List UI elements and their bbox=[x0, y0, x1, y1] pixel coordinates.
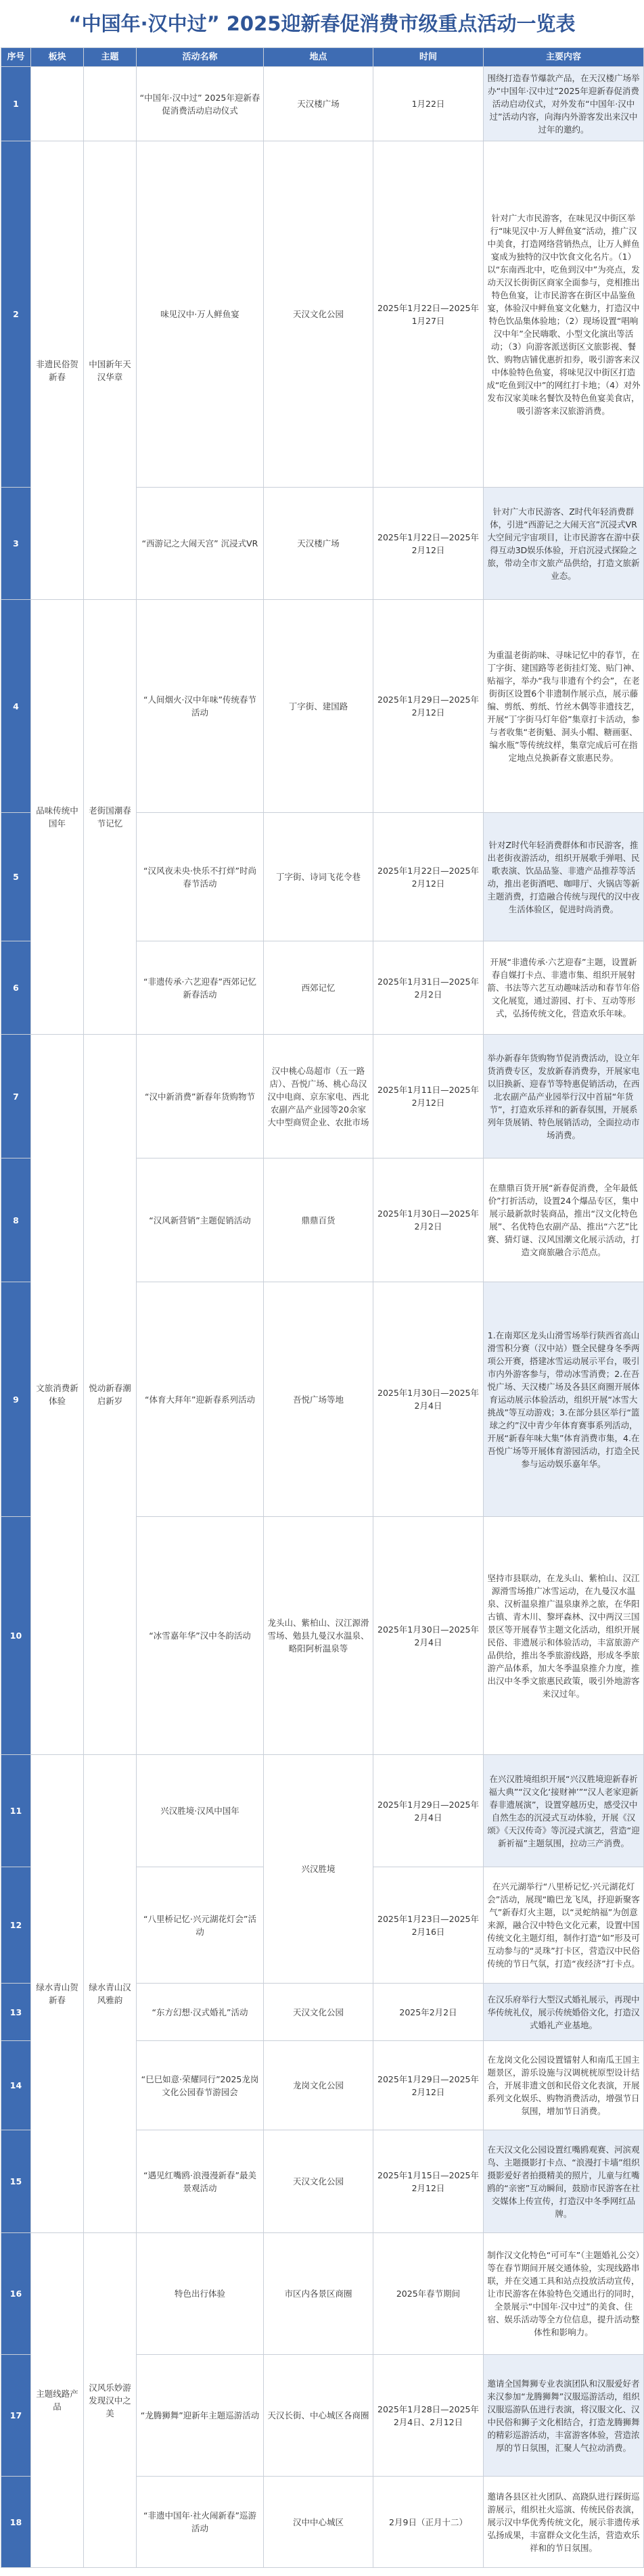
row-activity-name: 兴汉胜境·汉风中国年 bbox=[137, 1755, 264, 1867]
row-place: 汉中桃心岛超市（五一路店）、吾悦广场、桃心岛汉汉中电商、京东家电、西北农副产品产业园等20余家大中型商贸企业、农批市场 bbox=[264, 1035, 373, 1158]
row-description: 开展“非遗传承·六艺迎春”主题，设置新春自媒打卡点、非遗市集、组织开展射箭、书法等六艺互动趣味活动和春节年俗文化展览，通过游园、打卡、互动等形式，弘扬传统文化，营造欢乐年味。 bbox=[484, 941, 644, 1035]
row-place: 汉中中心城区 bbox=[264, 2477, 373, 2568]
row-time: 2025年1月30日—2025年2月4日 bbox=[373, 1517, 484, 1755]
row-place: 天汉长街、中心城区各商圈 bbox=[264, 2355, 373, 2477]
row-index: 12 bbox=[1, 1867, 31, 1984]
row-theme: 中国新年天汉华章 bbox=[84, 141, 137, 600]
row-index: 8 bbox=[1, 1158, 31, 1282]
table-header-row bbox=[1, 48, 644, 67]
row-time: 2025年1月29日—2025年2月12日 bbox=[373, 2041, 484, 2130]
row-description: 在天汉文化公园设置红嘴鸥观赛、河滨观鸟、主题摄影打卡点、“浪漫打卡墙”组织摄影爱好者拍摄精美的照片，儿童与红嘴鸥的“亲密”互动瞬间，鼓励市民游客在社交媒体上传宣传，打造汉中冬季网红品牌。 bbox=[484, 2130, 644, 2233]
table-row bbox=[1, 1035, 644, 1158]
row-place: 丁字街、诗词飞花令巷 bbox=[264, 813, 373, 941]
row-time: 2025年1月30日—2025年2月2日 bbox=[373, 1158, 484, 1282]
document-title: “中国年·汉中过” 2025迎新春促消费市级重点活动一览表 bbox=[68, 12, 576, 35]
row-description: 在鼎鼎百货开展“新春促消费，全年最低价”打折活动，设置24个爆品专区，集中展示最新款时装商品，推出“汉文化特色展”、名优特色农副产品、推出“六艺”比赛、猜灯谜、汉风国潮文化展示活动，打造文商旅融合示范点。 bbox=[484, 1158, 644, 1282]
row-activity-name: “龙腾狮舞”迎新年主题巡游活动 bbox=[137, 2355, 264, 2477]
row-index: 3 bbox=[1, 488, 31, 600]
row-description: 围绕打造春节爆款产品，在天汉楼广场举办“中国年·汉中过”2025年迎新春促消费活动启动仪式，对外发布“中国年·汉中过”活动内容，向海内外游客发出来汉中过年的邀约。 bbox=[484, 67, 644, 141]
table-row bbox=[1, 2233, 644, 2355]
header-time: 时间 bbox=[373, 48, 484, 67]
row-activity-name: “八里桥记忆·兴元湖花灯会”活动 bbox=[137, 1867, 264, 1984]
table-row bbox=[1, 141, 644, 488]
row-description: 在龙岗文化公园设置镭射人和南瓜王国主题景区，游乐设施与汉调桄桄原型设计结合，开展非遗文创和民俗文化表演，开展系列文化娱乐、购物消费活动，增强节日氛围，增加节日消费。 bbox=[484, 2041, 644, 2130]
row-description: 为重温老街韵味、寻味记忆中的春节，在丁字街、建国路等老街挂灯笼、贴门神、贴福字，举办“我与非遗有个约会”，在老街街区设置6个非遗制作展示点，展示藤编、剪纸、剪纸、竹丝木偶等非遗技艺，开展“丁字街马灯年俗”集章打卡活动，参与者收集“老街魁、洞头小帽、糖画驱、编水瓶”等传统纹样，集章完成后可在指定地点兑换新春文旅惠民券。 bbox=[484, 600, 644, 813]
row-section bbox=[31, 67, 84, 141]
row-place: 天汉楼广场 bbox=[264, 488, 373, 600]
row-index: 17 bbox=[1, 2355, 31, 2477]
row-time: 2025年1月22日—2025年2月12日 bbox=[373, 488, 484, 600]
row-place: 天汉文化公园 bbox=[264, 1984, 373, 2041]
row-time: 2025年1月30日—2025年2月4日 bbox=[373, 1282, 484, 1517]
row-activity-name: “西游记之大闹天宫” 沉浸式VR bbox=[137, 488, 264, 600]
header-section: 板块 bbox=[31, 48, 84, 67]
row-theme: 绿水青山汉风雅韵 bbox=[84, 1755, 137, 2233]
row-index: 5 bbox=[1, 813, 31, 941]
row-section: 主题线路产品 bbox=[31, 2233, 84, 2568]
row-description: 针对广大市民游客，在味见汉中街区举行“味见汉中·万人鲜鱼宴”活动，推广汉中美食，打造网络营销热点，让万人鲜鱼宴成为独特的汉中饮食文化名片。（1）以“东南西北中，吃鱼到汉中”为亮点，发动天汉长街街区商家全面参与，竞相推出特色鱼宴，让市民游客在街区中品鉴鱼宴，体验汉中鲜鱼宴文化魅力，打造汉中特色饮品集体验地；（2）现场设置“唱响汉中年”全民嗨歌、小型文化演出等活动；（3）向游客派送街区文旅影视、餐饮、购物店铺优惠折扣券，吸引游客来汉中体验特色鱼宴，将味见汉中街区打造成“吃鱼到汉中”的网红打卡地；（4）对外发布汉家美味名餐饮及特色鱼宴美食店，吸引游客来汉旅游消费。 bbox=[484, 141, 644, 488]
row-time: 2025年1月28日—2025年2月4日、2月12日 bbox=[373, 2355, 484, 2477]
row-time: 2月9日（正月十二） bbox=[373, 2477, 484, 2568]
row-time: 2025年1月15日—2025年2月12日 bbox=[373, 2130, 484, 2233]
row-index: 15 bbox=[1, 2130, 31, 2233]
row-place: 龙头山、紫柏山、汉江源滑雪场、勉县九曼汉水温泉、略阳阿析温泉等 bbox=[264, 1517, 373, 1755]
header-name: 活动名称 bbox=[137, 48, 264, 67]
row-description: 在汉乐府举行大型汉式婚礼展示，再现中华传统礼仪，展示传统婚俗文化，打造汉式婚礼产业基地。 bbox=[484, 1984, 644, 2041]
row-place: 龙岗文化公园 bbox=[264, 2041, 373, 2130]
row-time: 2025年1月11日—2025年2月12日 bbox=[373, 1035, 484, 1158]
table-row bbox=[1, 67, 644, 141]
header-place: 地点 bbox=[264, 48, 373, 67]
row-activity-name: “遇见红嘴鸥·浪漫漫新春”最美景观活动 bbox=[137, 2130, 264, 2233]
row-index: 4 bbox=[1, 600, 31, 813]
row-theme bbox=[84, 67, 137, 141]
row-index: 14 bbox=[1, 2041, 31, 2130]
row-time: 2025年1月29日—2025年2月4日 bbox=[373, 1755, 484, 1867]
header-index: 序号 bbox=[1, 48, 31, 67]
row-activity-name: “非遗中国年·社火闹新春”巡游活动 bbox=[137, 2477, 264, 2568]
row-description: 在兴汉胜境组织开展“兴汉胜境迎新春祈福大典”“汉文化‘接财神’”“汉人老家迎新春非遗展演”，设置穿越历史，感受汉中自然生态的沉浸式互动体验，开展《汉颂》《天汉传奇》等沉浸式演艺，营造“迎新祈福”主题氛围，拉动三产消费。 bbox=[484, 1755, 644, 1867]
row-description: 邀请各县区社火团队、高跷队进行踩街巡游展示，组织社火巡演、传统民俗表演，展示汉中华优秀传统文化，展示非遗传承弘扬成果，丰富群众文化生活，营造欢乐祥和的节日氛围。 bbox=[484, 2477, 644, 2568]
row-place: 鼎鼎百货 bbox=[264, 1158, 373, 1282]
row-time: 2025年1月31日—2025年2月2日 bbox=[373, 941, 484, 1035]
row-activity-name: “人间烟火·汉中年味”传统春节活动 bbox=[137, 600, 264, 813]
header-desc: 主要内容 bbox=[484, 48, 644, 67]
row-time: 2025年1月22日—2025年1月27日 bbox=[373, 141, 484, 488]
row-theme: 汉风乐妙游发现汉中之美 bbox=[84, 2233, 137, 2568]
row-description: 1.在南郑区龙头山滑雪场举行陕西省高山滑雪积分赛（汉中站）暨全民健身冬季两项公开赛，搭建冰雪运动展示平台，吸引市内外游客参与，带动冰雪消费；2.在吾悦广场、天汉楼广场及各县区商圈开展体育运动展示体验活动，组织开展“冰雪大挑战”等互动游戏；3.在部分县区举行“篮球之约”汉中青少年体育赛事系列活动，开展“新春年味大集”体育消费市集，4.在吾悦广场等开展体育游园活动，打造全民参与运动娱乐嘉年华。 bbox=[484, 1282, 644, 1517]
row-activity-name: 特色出行体验 bbox=[137, 2233, 264, 2355]
row-index: 10 bbox=[1, 1517, 31, 1755]
row-place: 天汉文化公园 bbox=[264, 141, 373, 488]
row-time: 2025年1月23日—2025年2月16日 bbox=[373, 1867, 484, 1984]
table-row bbox=[1, 1755, 644, 1867]
row-index: 7 bbox=[1, 1035, 31, 1158]
row-section: 绿水青山贺新春 bbox=[31, 1755, 84, 2233]
row-description: 坚持市县联动，在龙头山、紫柏山、汉江源滑雪场推广冰雪运动，在九曼汉水温泉、汉析温泉推广温泉康养之旅，在华阳古镇、青木川、黎坪森林、汉中两汉三国景区等开展春节主题文化活动，组织开展民俗、非遗展示和体验活动，丰富旅游产品供给，推出冬季旅游线路，形成冬季旅游产品体系，加大冬季温泉推介力度，推出汉中冬季文旅惠民政策，吸引外地游客来汉过年。 bbox=[484, 1517, 644, 1755]
row-activity-name: “汉中新消费”新春年货购物节 bbox=[137, 1035, 264, 1158]
row-description: 举办新春年货购物节促消费活动，设立年货消费专区，发放新春消费券，开展家电以旧换新、迎春节等特惠促销活动，在西北农副产品产业园举行汉中首届“年货节”，打造欢乐祥和的新春氛围，开展系列年货展销、特色展销活动，全面拉动市场消费。 bbox=[484, 1035, 644, 1158]
row-index: 18 bbox=[1, 2477, 31, 2568]
row-activity-name: “汉风新营销”主题促销活动 bbox=[137, 1158, 264, 1282]
row-place: 西郊记忆 bbox=[264, 941, 373, 1035]
row-activity-name: “东方幻想·汉式婚礼”活动 bbox=[137, 1984, 264, 2041]
activity-table bbox=[1, 47, 644, 2568]
row-section: 文旅消费新体验 bbox=[31, 1035, 84, 1755]
row-place: 天汉楼广场 bbox=[264, 67, 373, 141]
row-activity-name: “冰雪嘉年华”汉中冬韵活动 bbox=[137, 1517, 264, 1755]
row-description: 在兴元湖举行“八里桥记忆·兴元湖花灯会”活动，展现“瞻巴龙飞凤，抒迎新聚客气”新春灯火主题，以“灵蛇纳福”为创意来源，融合汉中特色文化元素，设置中国传统文化主题灯组，制作打造“如”形及可互动参与的“灵珠”打卡区，营造汉中民俗传统的节日气氛，打造“夜经济”打卡点。 bbox=[484, 1867, 644, 1984]
row-activity-name: “非遗传承·六艺迎春”西郊记忆新春活动 bbox=[137, 941, 264, 1035]
header-theme: 主题 bbox=[84, 48, 137, 67]
row-activity-name: “体育大拜年”迎新春系列活动 bbox=[137, 1282, 264, 1517]
row-place: 市区内各景区商圈 bbox=[264, 2233, 373, 2355]
row-index: 13 bbox=[1, 1984, 31, 2041]
row-description: 针对Z时代年轻消费群体和市民游客，推出老街夜游活动，组织开展歌手弹唱、民歌表演、饮品品鉴、非遗产品推荐等活动，推出老街酒吧、咖啡厅、火锅店等新主题消费，打造融合传统与现代的汉中夜生活体验区，促进时尚消费。 bbox=[484, 813, 644, 941]
row-description: 制作汉文化特色“可可车”（主题婚礼公交）等在春节期间开展交通体验，实现线路串联，并在交通工具和站点投放活动宣传，让市民游客在体验特色交通出行的同时，全景展示“中国年·汉中过”的美食、住宿、娱乐活动等全方位信息，提升活动整体性和影响力。 bbox=[484, 2233, 644, 2355]
row-place: 吾悦广场等地 bbox=[264, 1282, 373, 1517]
row-time: 2025年1月29日—2025年2月12日 bbox=[373, 600, 484, 813]
row-activity-name: 味见汉中·万人鲜鱼宴 bbox=[137, 141, 264, 488]
row-index: 1 bbox=[1, 67, 31, 141]
row-activity-name: “汉风夜未央·快乐不打烊”时尚春节活动 bbox=[137, 813, 264, 941]
row-time: 2025年春节期间 bbox=[373, 2233, 484, 2355]
row-section: 品味传统中国年 bbox=[31, 600, 84, 1035]
row-place: 天汉文化公园 bbox=[264, 2130, 373, 2233]
row-index: 6 bbox=[1, 941, 31, 1035]
row-index: 2 bbox=[1, 141, 31, 488]
row-index: 9 bbox=[1, 1282, 31, 1517]
row-time: 1月22日 bbox=[373, 67, 484, 141]
row-time: 2025年1月22日—2025年2月12日 bbox=[373, 813, 484, 941]
row-time: 2025年2月2日 bbox=[373, 1984, 484, 2041]
table-row bbox=[1, 600, 644, 813]
row-description: 针对广大市民游客、Z时代年轻消费群体，引进“西游记之大闹天宫”沉浸式VR大空间元宇宙项目，让市民游客在游中获得互动3D娱乐体验，开启沉浸式探险之旅，带动全市文旅产品供给，打造文旅新业态。 bbox=[484, 488, 644, 600]
row-index: 16 bbox=[1, 2233, 31, 2355]
row-index: 11 bbox=[1, 1755, 31, 1867]
row-place: 兴汉胜境 bbox=[264, 1755, 373, 1984]
row-place: 丁字街、建国路 bbox=[264, 600, 373, 813]
row-section: 非遗民俗贺新春 bbox=[31, 141, 84, 600]
row-activity-name: “中国年·汉中过” 2025年迎新春促消费活动启动仪式 bbox=[137, 67, 264, 141]
row-description: 邀请全国舞狮专业表演团队和汉服爱好者来汉参加“龙腾狮舞”汉服巡游活动，组织汉服巡游队伍进行表演，将汉服文化、汉中民俗和狮子文化相结合，打造龙腾狮舞的精彩巡游活动，丰富游客体验，营造浓厚的节日氛围，汇聚人气拉动消费。 bbox=[484, 2355, 644, 2477]
row-activity-name: “巳巳如意·荣耀同行”2025龙岗文化公园春节游园会 bbox=[137, 2041, 264, 2130]
row-theme: 老街国潮春节记忆 bbox=[84, 600, 137, 1035]
row-theme: 悦动新春潮启新岁 bbox=[84, 1035, 137, 1755]
